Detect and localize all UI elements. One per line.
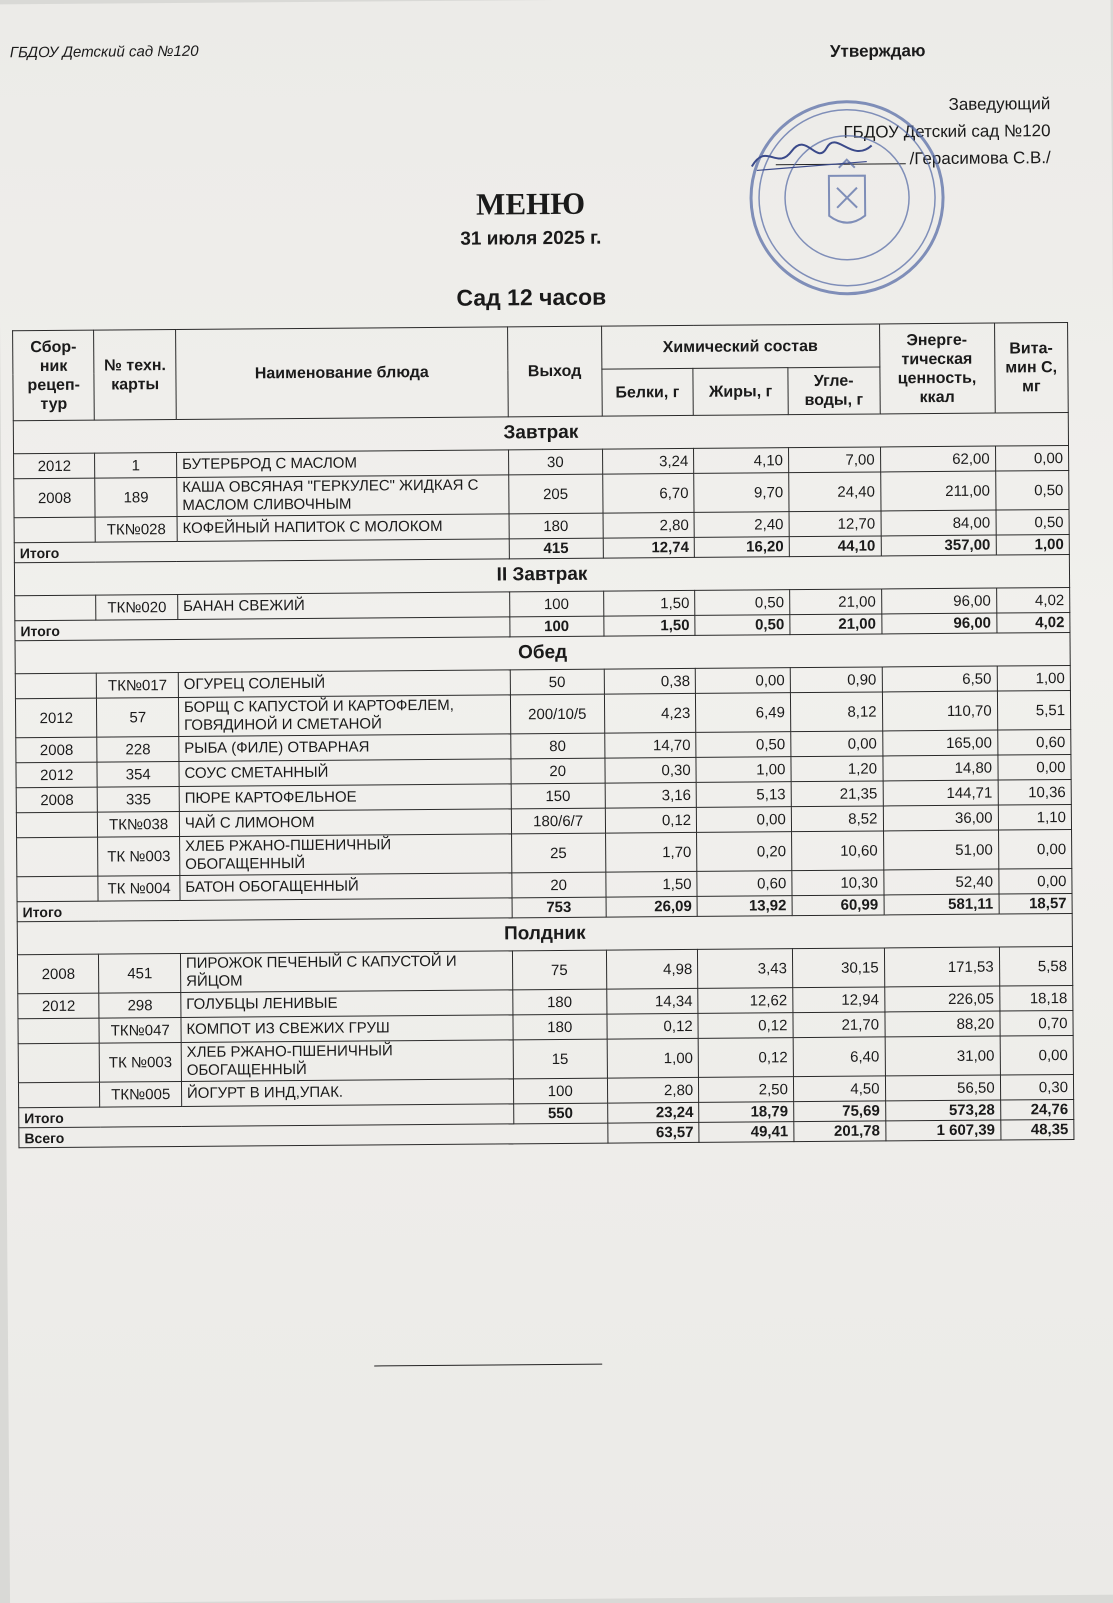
energy-cell: 84,00 — [881, 510, 996, 536]
energy-cell: 56,50 — [885, 1075, 1000, 1101]
tech-card-cell: ТК№038 — [98, 811, 180, 837]
recipe-collection-cell — [18, 1043, 100, 1083]
carbs-cell: 12,70 — [789, 511, 881, 537]
output-cell: 100 — [509, 591, 603, 617]
tech-card-cell: ТК№017 — [97, 672, 179, 698]
fat-cell: 4,10 — [694, 448, 789, 474]
total-fat: 18,79 — [699, 1102, 794, 1123]
protein-cell: 3,16 — [605, 782, 697, 808]
total-protein: 26,09 — [606, 896, 698, 917]
carbs-cell: 21,35 — [791, 781, 883, 807]
tech-card-cell: ТК№020 — [96, 594, 178, 620]
carbs-cell: 8,52 — [791, 806, 883, 832]
protein-cell: 2,80 — [607, 1077, 699, 1103]
total-energy: 96,00 — [881, 613, 996, 634]
total-protein: 23,24 — [607, 1102, 699, 1123]
menu-subtitle: Сад 12 часов — [456, 283, 607, 311]
carbs-cell: 1,20 — [791, 756, 883, 782]
approval-block — [740, 90, 1051, 173]
energy-cell: 6,50 — [882, 666, 997, 692]
dish-name-cell: СОУС СМЕТАННЫЙ — [179, 759, 511, 787]
energy-cell: 62,00 — [880, 446, 995, 472]
grand-total-carbs: 201,78 — [794, 1121, 886, 1142]
recipe-collection-cell — [18, 1018, 100, 1044]
total-label: Итого — [19, 1104, 514, 1128]
section-title: Полдник — [17, 913, 1072, 954]
tech-card-cell: ТК №003 — [98, 836, 180, 876]
menu-date: 31 июля 2025 г. — [460, 227, 602, 250]
total-protein: 1,50 — [603, 615, 695, 636]
total-carbs: 44,10 — [789, 536, 881, 557]
carbs-cell: 21,00 — [789, 589, 881, 615]
dish-name-cell: ЙОГУРТ В ИНД,УПАК. — [181, 1079, 513, 1107]
fat-cell: 5,13 — [696, 782, 791, 808]
energy-cell: 165,00 — [882, 730, 997, 756]
output-cell: 25 — [511, 833, 605, 873]
output-cell: 180 — [509, 513, 603, 539]
tech-card-cell: 354 — [97, 761, 179, 787]
vitamin-cell: 0,00 — [998, 829, 1072, 869]
dish-name-cell: ЧАЙ С ЛИМОНОМ — [179, 809, 511, 837]
output-cell: 205 — [509, 474, 603, 514]
page-title: МЕНЮ — [475, 185, 586, 222]
grand-total-label: Всего — [19, 1123, 608, 1148]
fat-cell: 0,12 — [698, 1038, 793, 1078]
output-cell: 180 — [513, 1014, 607, 1040]
total-vitamin: 4,02 — [996, 612, 1070, 633]
protein-cell: 1,70 — [605, 832, 697, 872]
vitamin-cell: 0,00 — [995, 445, 1069, 471]
dish-name-cell: РЫБА (ФИЛЕ) ОТВАРНАЯ — [179, 734, 511, 762]
fat-cell: 2,40 — [694, 512, 789, 538]
total-energy: 357,00 — [881, 535, 996, 556]
tech-card-cell: ТК №004 — [98, 875, 180, 901]
recipe-collection-cell — [14, 517, 96, 543]
energy-cell: 110,70 — [882, 691, 997, 731]
protein-cell: 2,80 — [603, 512, 695, 538]
energy-cell: 171,53 — [884, 947, 999, 987]
fat-cell: 0,00 — [697, 807, 792, 833]
carbs-cell: 12,94 — [793, 987, 885, 1013]
fat-cell: 0,20 — [697, 832, 792, 872]
energy-cell: 36,00 — [883, 805, 998, 831]
carbs-cell: 7,00 — [788, 447, 880, 473]
total-output: 100 — [510, 616, 604, 637]
vitamin-cell: 18,18 — [999, 985, 1073, 1011]
approver-signature-line — [741, 144, 1051, 173]
protein-cell: 1,50 — [603, 590, 695, 616]
output-cell: 30 — [508, 449, 602, 475]
fat-cell: 9,70 — [694, 473, 789, 513]
total-fat: 16,20 — [694, 537, 789, 558]
grand-total-vitamin: 48,35 — [1000, 1119, 1074, 1140]
carbs-cell: 0,00 — [791, 731, 883, 757]
recipe-collection-cell: 2012 — [14, 453, 96, 479]
header-dish: Наименование блюда — [175, 327, 508, 420]
header-chem: Химический состав — [601, 324, 879, 369]
total-energy: 581,11 — [884, 894, 999, 915]
vitamin-cell: 5,58 — [999, 946, 1073, 986]
tech-card-cell: ТК№005 — [100, 1081, 182, 1107]
recipe-collection-cell: 2008 — [17, 954, 99, 994]
grand-total-fat: 49,41 — [699, 1122, 794, 1143]
vitamin-cell: 5,51 — [997, 690, 1071, 730]
dish-name-cell: КАША ОВСЯНАЯ "ГЕРКУЛЕС" ЖИДКАЯ С МАСЛОМ СЛИВОЧНЫМ — [177, 475, 509, 517]
recipe-collection-cell — [15, 595, 97, 621]
fat-cell: 0,00 — [695, 668, 790, 694]
recipe-collection-cell: 2012 — [15, 698, 97, 738]
vitamin-cell: 4,02 — [996, 587, 1070, 613]
carbs-cell: 0,90 — [790, 667, 882, 693]
organization-name: ГБДОУ Детский сад №120 — [9, 42, 199, 62]
header-output: Выход — [507, 326, 601, 417]
dish-name-cell: КОФЕЙНЫЙ НАПИТОК С МОЛОКОМ — [177, 514, 509, 542]
energy-cell: 211,00 — [880, 471, 995, 511]
header-collection: Сбор-ник рецеп-тур — [13, 330, 95, 421]
dish-name-cell: КОМПОТ ИЗ СВЕЖИХ ГРУШ — [181, 1015, 513, 1043]
output-cell: 100 — [513, 1078, 607, 1104]
vitamin-cell: 10,36 — [998, 779, 1072, 805]
carbs-cell: 6,40 — [793, 1037, 885, 1077]
tech-card-cell: 335 — [98, 786, 180, 812]
recipe-collection-cell: 2008 — [16, 737, 98, 763]
carbs-cell: 21,70 — [793, 1012, 885, 1038]
signature-underline — [776, 163, 906, 165]
vitamin-cell: 0,30 — [1000, 1074, 1074, 1100]
carbs-cell: 10,30 — [792, 870, 884, 896]
fat-cell: 12,62 — [698, 988, 793, 1014]
tech-card-cell: ТК№028 — [95, 516, 177, 542]
fat-cell: 6,49 — [696, 693, 791, 733]
protein-cell: 14,34 — [606, 988, 698, 1014]
vitamin-cell: 1,10 — [998, 804, 1072, 830]
tech-card-cell: ТК№047 — [99, 1017, 181, 1043]
section-title: Обед — [15, 632, 1070, 673]
carbs-cell: 10,60 — [791, 831, 883, 871]
energy-cell: 31,00 — [885, 1036, 1000, 1076]
total-protein: 12,74 — [603, 537, 695, 558]
dish-name-cell: ПИРОЖОК ПЕЧЕНЫЙ С КАПУСТОЙ И ЯЙЦОМ — [180, 951, 512, 993]
fat-cell: 1,00 — [696, 757, 791, 783]
dish-name-cell: БАНАН СВЕЖИЙ — [178, 592, 510, 620]
protein-cell: 0,38 — [604, 668, 696, 694]
output-cell: 50 — [510, 669, 604, 695]
approver-name: /Герасимова С.В./ — [909, 148, 1051, 169]
fat-cell: 2,50 — [699, 1077, 794, 1103]
total-vitamin: 18,57 — [999, 893, 1073, 914]
approval-heading: Утверждаю — [829, 41, 926, 61]
energy-cell: 96,00 — [881, 588, 996, 614]
vitamin-cell: 0,50 — [995, 470, 1069, 510]
vitamin-cell: 0,00 — [998, 754, 1072, 780]
output-cell: 20 — [511, 758, 605, 784]
header-energy: Энерге-тическая ценность, ккал — [879, 323, 995, 414]
energy-cell: 88,20 — [884, 1011, 999, 1037]
protein-cell: 1,50 — [605, 871, 697, 897]
approver-position: Заведующий — [948, 94, 1051, 114]
output-cell: 180 — [513, 989, 607, 1015]
protein-cell: 14,70 — [604, 732, 696, 758]
total-carbs: 21,00 — [790, 614, 882, 635]
header-carbs: Угле-воды, г — [788, 367, 880, 415]
footer-signature-line — [374, 1364, 602, 1367]
approver-institution: ГБДОУ Детский сад №120 — [843, 121, 1051, 142]
section-title: Завтрак — [13, 412, 1068, 453]
carbs-cell: 24,40 — [789, 472, 881, 512]
menu-table-body — [13, 412, 1074, 1147]
tech-card-cell: 451 — [99, 953, 181, 993]
total-vitamin: 1,00 — [996, 534, 1070, 555]
protein-cell: 4,23 — [604, 693, 696, 733]
vitamin-cell: 1,00 — [997, 665, 1071, 691]
total-fat: 0,50 — [695, 615, 790, 636]
recipe-collection-cell — [18, 1082, 100, 1108]
fat-cell: 3,43 — [698, 949, 793, 989]
dish-name-cell: БУТЕРБРОД С МАСЛОМ — [176, 450, 508, 478]
header-tech-card: № техн. карты — [94, 329, 176, 420]
protein-cell: 1,00 — [607, 1038, 699, 1078]
recipe-collection-cell — [15, 673, 97, 699]
fat-cell: 0,50 — [696, 732, 791, 758]
header-fat: Жиры, г — [693, 368, 788, 416]
energy-cell: 52,40 — [883, 869, 998, 895]
dish-name-cell: ОГУРЕЦ СОЛЕНЫЙ — [178, 670, 510, 698]
dish-name-cell: ХЛЕБ РЖАНО-ПШЕНИЧНЫЙ ОБОГАЩЕННЫЙ — [181, 1040, 513, 1082]
protein-cell: 0,30 — [604, 757, 696, 783]
total-carbs: 75,69 — [794, 1101, 886, 1122]
grand-total-energy: 1 607,39 — [885, 1120, 1000, 1141]
grand-total-protein: 63,57 — [607, 1122, 699, 1143]
recipe-collection-cell: 2012 — [18, 993, 100, 1019]
total-fat: 13,92 — [697, 896, 792, 917]
recipe-collection-cell: 2008 — [14, 478, 96, 518]
menu-table — [12, 322, 1074, 1148]
output-cell: 150 — [511, 783, 605, 809]
dish-name-cell: ХЛЕБ РЖАНО-ПШЕНИЧНЫЙ ОБОГАЩЕННЫЙ — [179, 834, 511, 876]
header-protein: Белки, г — [601, 368, 693, 416]
protein-cell: 0,12 — [605, 807, 697, 833]
protein-cell: 4,98 — [606, 949, 698, 989]
vitamin-cell: 0,00 — [1000, 1035, 1074, 1075]
vitamin-cell: 0,00 — [998, 868, 1072, 894]
protein-cell: 0,12 — [606, 1013, 698, 1039]
total-label: Итого — [17, 898, 512, 922]
energy-cell: 51,00 — [883, 830, 998, 870]
total-carbs: 60,99 — [792, 895, 884, 916]
vitamin-cell: 0,70 — [1000, 1010, 1074, 1036]
recipe-collection-cell — [16, 812, 98, 838]
carbs-cell: 4,50 — [793, 1076, 885, 1102]
dish-name-cell: ПЮРЕ КАРТОФЕЛЬНОЕ — [179, 784, 511, 812]
output-cell: 15 — [513, 1039, 607, 1079]
dish-name-cell: БОРЩ С КАПУСТОЙ И КАРТОФЕЛЕМ, ГОВЯДИНОЙ И СМЕТАНОЙ — [178, 695, 510, 737]
energy-cell: 14,80 — [882, 755, 997, 781]
fat-cell: 0,50 — [695, 590, 790, 616]
total-label: Итого — [15, 617, 510, 641]
protein-cell: 6,70 — [602, 473, 694, 513]
output-cell: 180/6/7 — [511, 808, 605, 834]
header-vitamin: Вита-мин С, мг — [994, 322, 1068, 413]
output-cell: 80 — [511, 733, 605, 759]
total-energy: 573,28 — [885, 1100, 1000, 1121]
output-cell: 20 — [512, 872, 606, 898]
dish-name-cell: БАТОН ОБОГАЩЕННЫЙ — [180, 873, 512, 901]
energy-cell: 144,71 — [883, 780, 998, 806]
fat-cell: 0,12 — [698, 1013, 793, 1039]
tech-card-cell: 1 — [95, 452, 177, 478]
carbs-cell: 8,12 — [790, 692, 882, 732]
recipe-collection-cell — [17, 837, 99, 877]
tech-card-cell: 298 — [99, 992, 181, 1018]
energy-cell: 226,05 — [884, 986, 999, 1012]
carbs-cell: 30,15 — [792, 948, 884, 988]
recipe-collection-cell: 2008 — [16, 787, 98, 813]
total-output: 550 — [514, 1103, 608, 1124]
fat-cell: 0,60 — [697, 871, 792, 897]
total-vitamin: 24,76 — [1000, 1099, 1074, 1120]
recipe-collection-cell — [17, 876, 99, 902]
tech-card-cell: ТК №003 — [100, 1042, 182, 1082]
protein-cell: 3,24 — [602, 448, 694, 474]
output-cell: 75 — [512, 950, 606, 990]
vitamin-cell: 0,60 — [997, 729, 1071, 755]
total-output: 415 — [509, 538, 603, 559]
total-output: 753 — [512, 897, 606, 918]
tech-card-cell: 228 — [97, 736, 179, 762]
recipe-collection-cell: 2012 — [16, 762, 98, 788]
section-title: II Завтрак — [14, 554, 1069, 595]
tech-card-cell: 57 — [97, 697, 179, 737]
vitamin-cell: 0,50 — [996, 509, 1070, 535]
dish-name-cell: ГОЛУБЦЫ ЛЕНИВЫЕ — [181, 990, 513, 1018]
tech-card-cell: 189 — [95, 477, 177, 517]
total-label: Итого — [14, 539, 509, 563]
output-cell: 200/10/5 — [510, 694, 604, 734]
